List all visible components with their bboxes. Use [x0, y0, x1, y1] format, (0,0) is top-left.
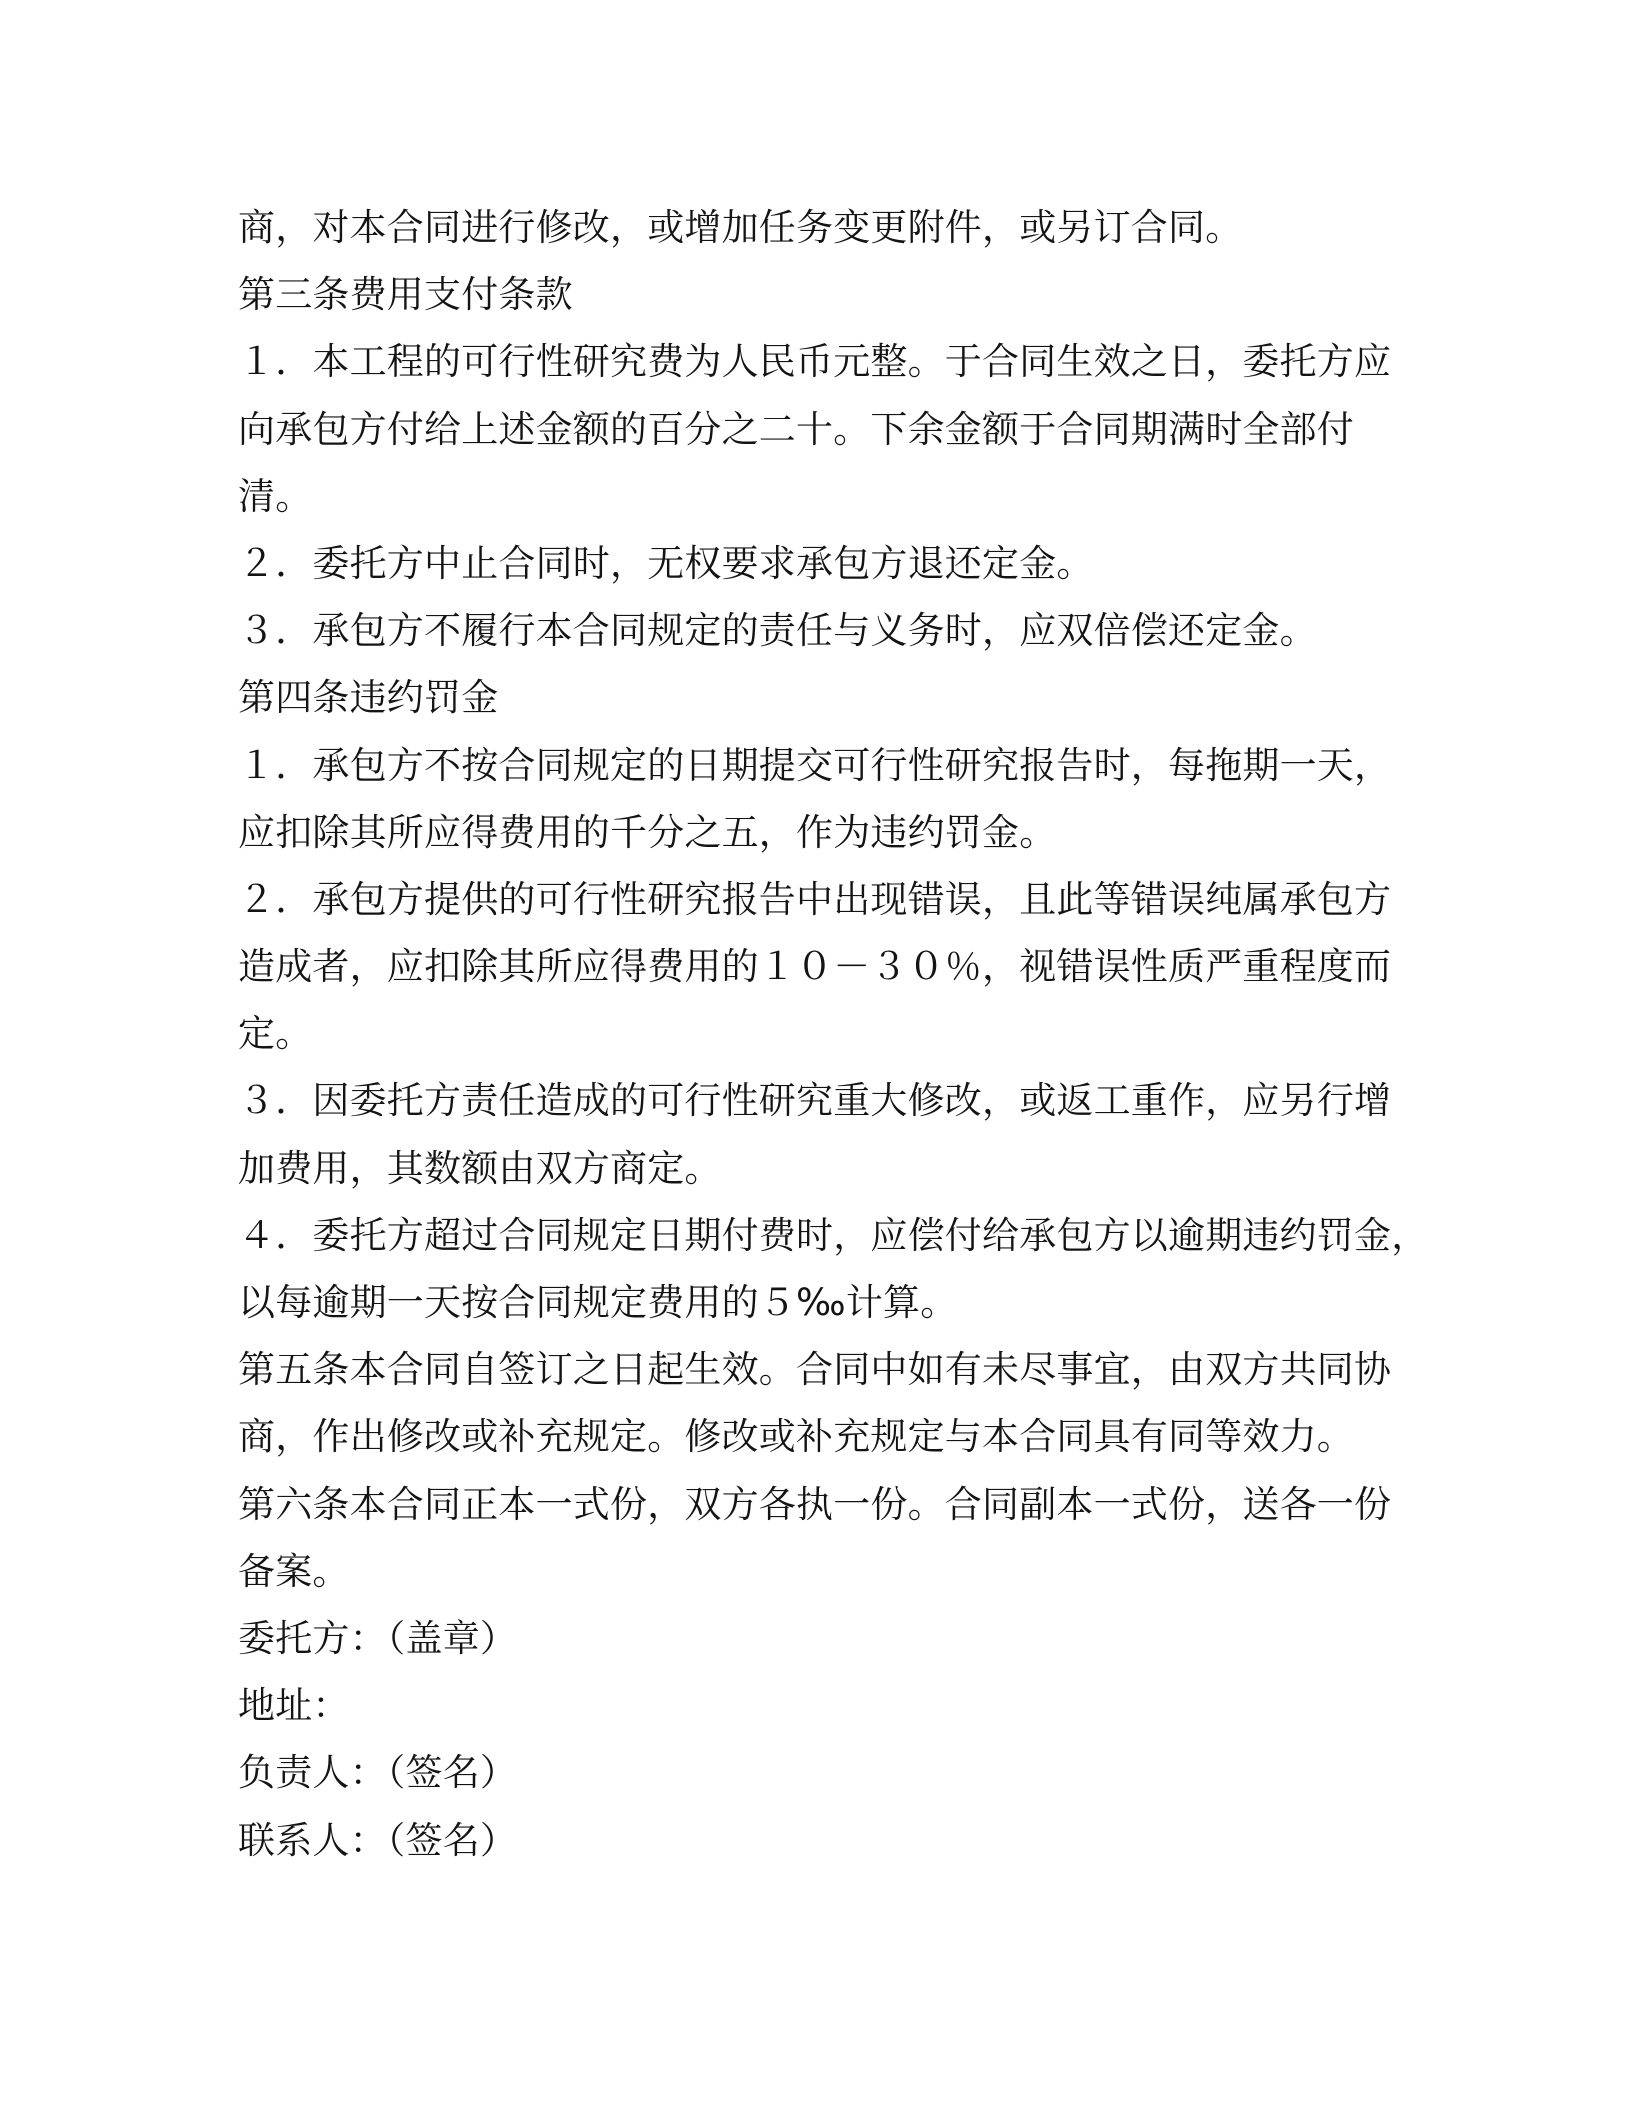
address-field: 地址： [238, 1684, 350, 1728]
signature-field-client: 委托方：（盖章） [238, 1616, 518, 1660]
text-line: 加费用，其数额由双方商定。 [238, 1146, 722, 1190]
text-line: １．承包方不按合同规定的日期提交可行性研究报告时，每拖期一天， [238, 743, 1392, 787]
text-line: 备案。 [238, 1549, 350, 1593]
text-line: １．本工程的可行性研究费为人民币元整。于合同生效之日，委托方应 [238, 340, 1392, 384]
section-heading: 第五条本合同自签订之日起生效。合同中如有未尽事宜，由双方共同协 [238, 1348, 1392, 1392]
text-line: 定。 [238, 1012, 313, 1056]
text-line: ２．委托方中止合同时，无权要求承包方退还定金。 [238, 541, 1094, 585]
text-line: 造成者，应扣除其所应得费用的１０－３０％，视错误性质严重程度而 [238, 945, 1392, 989]
text-line: 商，对本合同进行修改，或增加任务变更附件，或另订合同。 [238, 206, 1243, 249]
document-page [238, 194, 1429, 1874]
text-line: 清。 [238, 474, 313, 518]
section-heading: 第三条费用支付条款 [238, 273, 573, 317]
text-line: 向承包方付给上述金额的百分之二十。下余金额于合同期满时全部付 [238, 407, 1354, 451]
section-heading: 第四条违约罚金 [238, 676, 499, 720]
text-line: 应扣除其所应得费用的千分之五，作为违约罚金。 [238, 810, 1057, 854]
text-line: ２．承包方提供的可行性研究报告中出现错误，且此等错误纯属承包方 [238, 877, 1392, 921]
text-line: ３．因委托方责任造成的可行性研究重大修改，或返工重作，应另行增 [238, 1079, 1392, 1123]
text-line: 以每逾期一天按合同规定费用的５‰计算。 [238, 1281, 958, 1324]
signature-field-contact: 联系人：（签名） [238, 1818, 518, 1862]
signature-field-person-in-charge: 负责人：（签名） [238, 1751, 518, 1795]
text-line: ３．承包方不履行本合同规定的责任与义务时，应双倍偿还定金。 [238, 609, 1317, 653]
text-line: 商，作出修改或补充规定。修改或补充规定与本合同具有同等效力。 [238, 1415, 1354, 1459]
text-line: ４．委托方超过合同规定日期付费时，应偿付给承包方以逾期违约罚金， [238, 1213, 1429, 1257]
section-heading: 第六条本合同正本一式份，双方各执一份。合同副本一式份，送各一份 [238, 1482, 1392, 1526]
